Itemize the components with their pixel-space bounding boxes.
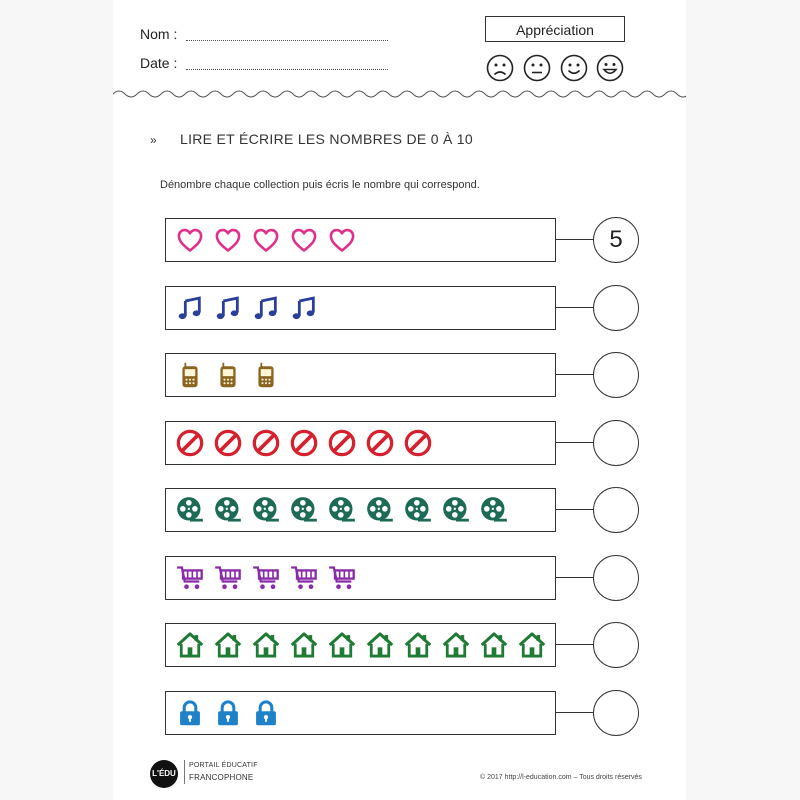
row-connector (556, 374, 594, 375)
house-icon (366, 631, 394, 659)
grin-face-icon (596, 54, 624, 82)
padlock-icon (252, 699, 280, 727)
no-entry-icon (404, 429, 432, 457)
row-connector (556, 307, 594, 308)
shopping-cart-icon (290, 564, 318, 592)
film-reel-icon (442, 496, 470, 524)
padlock-icon (214, 699, 242, 727)
neutral-face-icon (523, 54, 551, 82)
footer-brand-line1: PORTAIL ÉDUCATIF (189, 762, 258, 769)
shopping-cart-icon (328, 564, 356, 592)
heart-icon (176, 226, 204, 254)
no-entry-icon (252, 429, 280, 457)
house-icon (176, 631, 204, 659)
collection-icons (176, 225, 356, 255)
film-reel-icon (480, 496, 508, 524)
collection-row (165, 623, 556, 667)
shopping-cart-icon (176, 564, 204, 592)
answer-circle[interactable] (593, 487, 639, 533)
answer-circle[interactable] (593, 285, 639, 331)
music-note-icon (290, 294, 318, 322)
no-entry-icon (290, 429, 318, 457)
collection-row (165, 218, 556, 262)
house-icon (404, 631, 432, 659)
film-reel-icon (252, 496, 280, 524)
house-icon (518, 631, 546, 659)
collection-icons (176, 495, 508, 525)
collection-row (165, 488, 556, 532)
heart-icon (252, 226, 280, 254)
footer-brand-line2: FRANCOPHONE (189, 773, 254, 782)
collection-icons (176, 630, 546, 660)
collection-row (165, 691, 556, 735)
footer-copyright: © 2017 http://l-education.com – Tous droits réservés (480, 774, 642, 781)
ledu-logo: L'ÉDU (150, 760, 178, 788)
music-note-icon (176, 294, 204, 322)
answer-circle[interactable]: 5 (593, 217, 639, 263)
collection-row (165, 353, 556, 397)
answer-circle[interactable] (593, 420, 639, 466)
name-label: Nom : (140, 26, 178, 42)
no-entry-icon (328, 429, 356, 457)
heart-icon (328, 226, 356, 254)
footer-brand (184, 760, 258, 784)
section-title (150, 131, 473, 147)
mobile-phone-icon (176, 361, 204, 389)
film-reel-icon (328, 496, 356, 524)
music-note-icon (214, 294, 242, 322)
date-label: Date : (140, 55, 178, 71)
no-entry-icon (366, 429, 394, 457)
film-reel-icon (404, 496, 432, 524)
film-reel-icon (214, 496, 242, 524)
shopping-cart-icon (214, 564, 242, 592)
heart-icon (290, 226, 318, 254)
row-connector (556, 577, 594, 578)
house-icon (442, 631, 470, 659)
wavy-divider (113, 80, 686, 102)
collection-icons (176, 698, 280, 728)
answer-circle[interactable] (593, 555, 639, 601)
house-icon (252, 631, 280, 659)
title-arrow: » (150, 133, 157, 147)
row-connector (556, 644, 594, 645)
house-icon (214, 631, 242, 659)
film-reel-icon (366, 496, 394, 524)
row-connector (556, 442, 594, 443)
collection-icons (176, 293, 318, 323)
worksheet-page (113, 0, 686, 800)
padlock-icon (176, 699, 204, 727)
shopping-cart-icon (252, 564, 280, 592)
name-line (186, 40, 388, 41)
smile-face-icon (560, 54, 588, 82)
title-text: LIRE ET ÉCRIRE LES NOMBRES DE 0 À 10 (180, 131, 473, 147)
house-icon (480, 631, 508, 659)
row-connector (556, 712, 594, 713)
answer-circle[interactable] (593, 352, 639, 398)
collection-icons (176, 428, 432, 458)
date-line (186, 69, 388, 70)
collection-row (165, 556, 556, 600)
music-note-icon (252, 294, 280, 322)
house-icon (290, 631, 318, 659)
sad-face-icon (486, 54, 514, 82)
collection-row (165, 286, 556, 330)
no-entry-icon (176, 429, 204, 457)
answer-circle[interactable] (593, 622, 639, 668)
collection-icons (176, 563, 356, 593)
collection-row (165, 421, 556, 465)
film-reel-icon (290, 496, 318, 524)
heart-icon (214, 226, 242, 254)
instruction-text: Dénombre chaque collection puis écris le nombre qui correspond. (160, 179, 480, 191)
row-connector (556, 239, 594, 240)
mobile-phone-icon (252, 361, 280, 389)
film-reel-icon (176, 496, 204, 524)
house-icon (328, 631, 356, 659)
appreciation-box: Appréciation (485, 16, 625, 42)
row-connector (556, 509, 594, 510)
collection-icons (176, 360, 280, 390)
no-entry-icon (214, 429, 242, 457)
answer-circle[interactable] (593, 690, 639, 736)
mobile-phone-icon (214, 361, 242, 389)
